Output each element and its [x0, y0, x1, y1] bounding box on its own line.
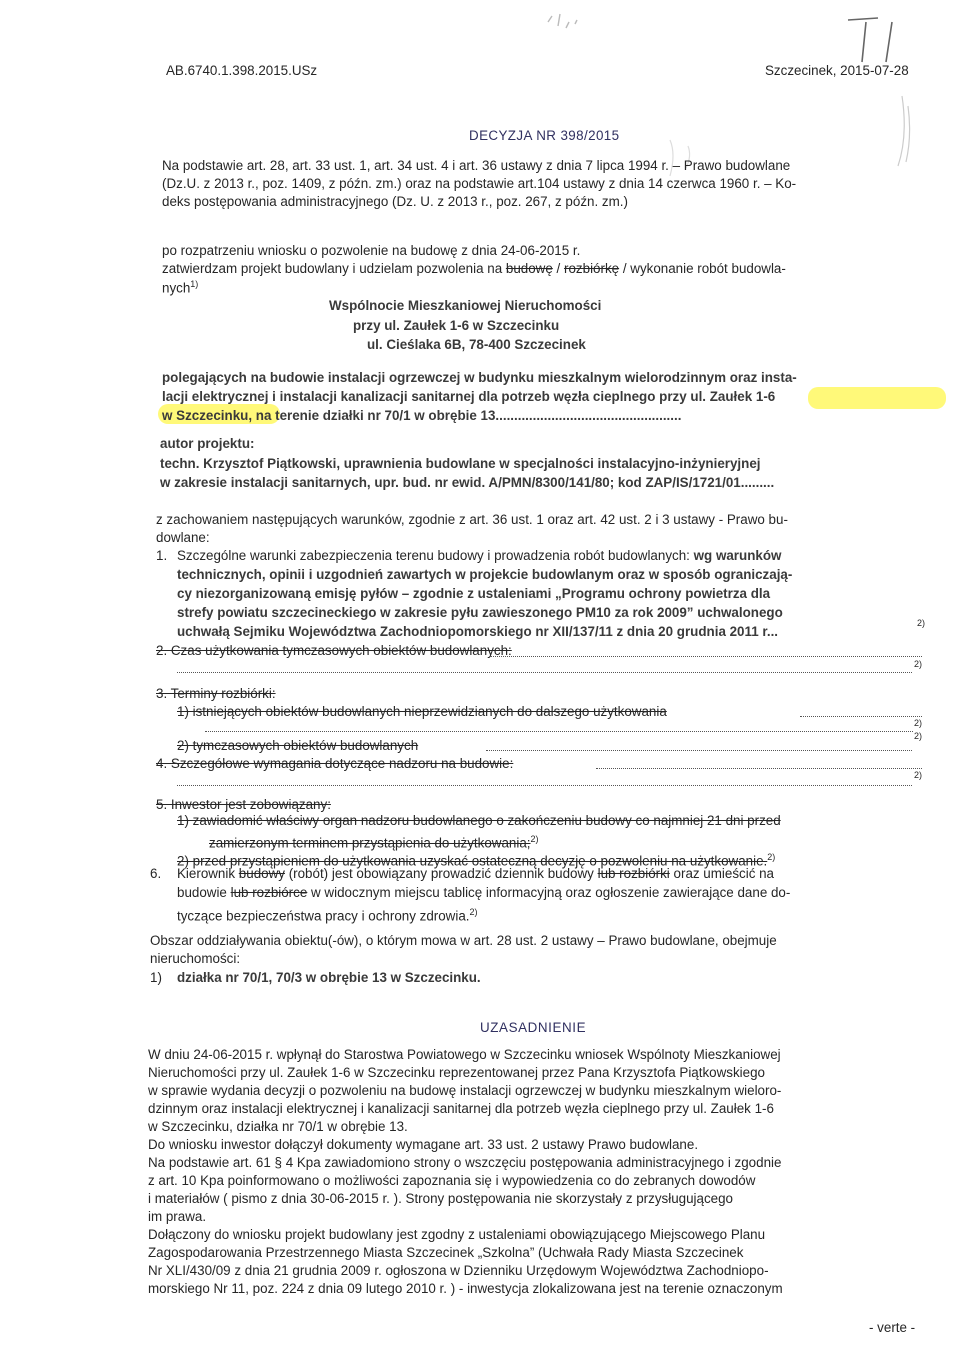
- condition-6-line-2: [177, 885, 790, 901]
- investor-line-3: ul. Cieślaka 6B, 78-400 Szczecinek: [367, 337, 586, 352]
- author-line-2: w zakresie instalacji sanitarnych, upr. bud. nr ewid. A/PMN/8300/141/80; kod ZAP/IS/1721/01.........: [160, 475, 775, 490]
- verte-note: - verte -: [869, 1320, 916, 1335]
- scope-line-1: polegających na budowie instalacji ogrzewczej w budynku mieszkalnym wielorodzinnym oraz insta-: [162, 370, 797, 385]
- condition-1-lead: Szczególne warunki zabezpieczenia terenu budowy i prowadzenia robót budowlanych:: [177, 548, 690, 563]
- approval-struck-demolish: rozbiórkę: [564, 261, 620, 276]
- condition-5: 5. Inwestor jest zobowiązany:: [156, 797, 331, 812]
- condition-1-line-1: [177, 548, 781, 564]
- condition-3-1-dots: [800, 716, 922, 717]
- justification-line: Do wniosku inwestor dołączył dokumenty wymagane art. 33 ust. 2 ustawy Prawo budowlane.: [148, 1137, 699, 1152]
- scope-dots: ..................................................: [495, 408, 682, 423]
- condition-2-fill-line: [177, 672, 912, 673]
- area-line-2: nieruchomości:: [150, 951, 241, 966]
- condition-5-item-1a: 1) zawiadomić właściwy organ nadzoru budowlanego o zakończeniu budowy co najmniej 21 dni przed: [177, 813, 781, 828]
- decision-title: DECYZJA NR 398/2015: [469, 128, 620, 143]
- justification-line: Nr XLI/430/09 z dnia 21 grudnia 2009 r. ogłoszona w Dzienniku Urzędowym Województwa Zachodniopo-: [148, 1263, 769, 1278]
- author-line-1: techn. Krzysztof Piątkowski, uprawnienia budowlane w specjalności instalacyjno-inżynieryjnej: [160, 456, 761, 471]
- area-item: działka nr 70/1, 70/3 w obrębie 13 w Szczecinku.: [177, 970, 481, 985]
- justification-line: dzinnym oraz instalacji elektrycznej i kanalizacji sanitarnej dla potrzeb węzła cieplnego przy ul. Zaułek 1-6: [148, 1101, 774, 1116]
- intro-line-1: Na podstawie art. 28, art. 33 ust. 1, art. 34 ust. 4 i art. 36 ustawy z dnia 7 lipca 1994 r. – Prawo budowlane: [162, 158, 791, 173]
- condition-1-bold-start: wg warunków: [693, 548, 782, 563]
- investor-line-1: Wspólnocie Mieszkaniowej Nieruchomości: [329, 298, 602, 313]
- condition-5-item-2-text: 2) przed przystąpieniem do użytkowania uzyskać ostateczną decyzję o pozwoleniu na użytkowanie.: [177, 853, 768, 869]
- condition-4: 4. Szczegółowe wymagania dotyczące nadzoru na budowie:: [156, 756, 514, 771]
- condition-3: 3. Terminy rozbiórki:: [156, 686, 276, 701]
- condition-4-fill-line: [177, 785, 912, 786]
- intro-line-3: deks postępowania administracyjnego (Dz. U. z 2013 r., poz. 267, z późn. zm.): [162, 194, 628, 209]
- condition-2: 2. Czas użytkowania tymczasowych obiektów budowlanych:: [156, 643, 512, 658]
- condition-1-number: 1.: [156, 548, 168, 563]
- conditions-intro-2: dowlane:: [156, 530, 210, 545]
- approval-cont-text: nych: [162, 280, 191, 296]
- condition-1-line-3: cy niezorganizowaną emisję pyłów – zgodnie z ustaleniami „Programu ochrony powietrza dla: [177, 586, 771, 601]
- intro-line-2: (Dz.U. z 2013 r., poz. 1409, z późn. zm.) oraz na podstawie art.104 ustawy z dnia 14 czerwca 1960 r. – Ko-: [162, 176, 797, 191]
- footnote-2-cond3-2: 2): [914, 731, 923, 741]
- condition-6-struck-rozbiorki: lub rozbiórki: [597, 866, 670, 881]
- justification-line: z art. 10 Kpa poinformowano o możliwości zapoznania się i wypowiedzenia co do zebranych dowodów: [148, 1173, 756, 1188]
- condition-1-line-5: uchwałą Sejmiku Województwa Zachodniopomorskiego nr XII/137/11 z dnia 20 grudnia 2011 r...: [177, 624, 779, 639]
- case-reference: AB.6740.1.398.2015.USz: [166, 63, 318, 78]
- highlight-mark: [808, 387, 946, 409]
- approval-prefix: zatwierdzam projekt budowlany i udzielam pozwolenia na: [162, 261, 503, 276]
- investor-line-2: przy ul. Zaułek 1-6 w Szczecinku: [353, 318, 560, 333]
- condition-1-line-4: strefy powiatu szczecineckiego w zakresie pyłu zawieszonego PM10 za rok 2009” uchwalonego: [177, 605, 783, 620]
- footnote-1: 1): [190, 279, 199, 289]
- condition-6-b2: w widocznym miejscu tablicę informacyjną oraz ogłoszenie zawierające dane do-: [311, 885, 791, 900]
- condition-3-item-2: 2) tymczasowych obiektów budowlanych: [177, 738, 419, 753]
- area-item-number: 1): [150, 970, 162, 985]
- justification-line: W dniu 24-06-2015 r. wpłynął do Starostwa Powiatowego w Szczecinku wniosek Wspólnoty Mieszkaniowej: [148, 1047, 781, 1062]
- justification-line: morskiego Nr 11, poz. 224 z dnia 09 lutego 2010 r. ) - inwestycja zlokalizowana jest na terenie oznaczonym: [148, 1281, 783, 1296]
- condition-6-a2: (robót) jest obowiązany prowadzić dziennik budowy: [288, 866, 594, 881]
- condition-6-b1: budowie: [177, 885, 227, 900]
- justification-line: Nieruchomości przy ul. Zaułek 1-6 w Szczecinku reprezentowanej przez Pana Krzysztofa Piątkowskiego: [148, 1065, 765, 1080]
- footnote-2-cond4: 2): [914, 770, 923, 780]
- scope-line-3: [162, 408, 681, 424]
- condition-6-struck-budowy: budowy: [238, 866, 285, 881]
- scope-line-2: lacji elektrycznej i instalacji kanalizacji sanitarnej dla potrzeb węzła cieplnego przy ul. Zaułek 1-6: [162, 389, 776, 404]
- condition-2-dots: [490, 656, 922, 657]
- footnote-2-cond5-2: 2): [767, 852, 776, 862]
- justification-line: i materiałów ( pismo z dnia 30-06-2015 r. ). Strony postępowania nie skorzystały z przysługującego: [148, 1191, 734, 1206]
- condition-6-line-1: [177, 866, 774, 882]
- condition-3-item-1: 1) istniejących obiektów budowlanych nieprzewidzianych do dalszego użytkowania: [177, 704, 667, 719]
- place-date: Szczecinek, 2015-07-28: [765, 63, 909, 78]
- footnote-2-cond6: 2): [469, 907, 478, 917]
- condition-6-c: tyczące bezpieczeństwa pracy i ochrony zdrowia.: [177, 908, 470, 924]
- footnote-2-cond5-1: 2): [530, 834, 539, 844]
- condition-3-2-dots: [486, 750, 912, 751]
- approval-suffix: / wykonanie robót budowla-: [622, 261, 786, 276]
- approval-line: [162, 261, 786, 277]
- condition-6-a1: Kierownik: [177, 866, 236, 881]
- condition-4-dots: [596, 768, 922, 769]
- condition-5-item-1b-text: zamierzonym terminem przystąpienia do użytkowania;: [209, 835, 531, 851]
- scope-line-3-text: w Szczecinku, na terenie działki nr 70/1 w obrębie 13: [162, 408, 496, 423]
- considering-line: po rozpatrzeniu wniosku o pozwolenie na budowę z dnia 24-06-2015 r.: [162, 243, 581, 258]
- condition-3-1-fill-line: [205, 731, 913, 732]
- condition-6-struck-rozbiorce: lub rozbiórce: [230, 885, 308, 900]
- justification-line: w Szczecinku, działka nr 70/1 w obrębie 13.: [148, 1119, 408, 1134]
- author-label: autor projektu:: [160, 436, 255, 451]
- area-line-1: Obszar oddziaływania obiektu(-ów), o którym mowa w art. 28 ust. 2 ustawy – Prawo budowlane, obejmuje: [150, 933, 777, 948]
- justification-title: UZASADNIENIE: [480, 1020, 587, 1035]
- condition-6-number: 6.: [150, 866, 162, 881]
- justification-line: im prawa.: [148, 1209, 207, 1224]
- approval-sep: /: [556, 261, 561, 276]
- justification-line: Dołączony do wniosku projekt budowlany jest zgodny z ustaleniami obowiązującego Miejscowego Planu: [148, 1227, 766, 1242]
- justification-line: Na podstawie art. 61 § 4 Kpa zawiadomiono strony o wszczęciu postępowania administracyjnego i zgodnie: [148, 1155, 782, 1170]
- conditions-intro-1: z zachowaniem następujących warunków, zgodnie z art. 36 ust. 1 oraz art. 42 ust. 2 i 3 ustawy - Prawo bu-: [156, 512, 788, 527]
- footnote-2-cond1: 2): [917, 618, 926, 628]
- footnote-2-cond3-1: 2): [914, 718, 923, 728]
- footnote-2-cond2: 2): [914, 659, 923, 669]
- condition-1-line-2: technicznych, opinii i uzgodnień zawartych w projekcie budowlanym oraz w sposób ograniczają-: [177, 567, 793, 582]
- approval-continuation: [162, 276, 199, 296]
- justification-line: w sprawie wydania decyzji o pozwoleniu na budowę instalacji ogrzewczej w budynku mieszkalnym wieloro-: [148, 1083, 782, 1098]
- condition-6-a3: oraz umieścić na: [673, 866, 775, 881]
- condition-6-line-3: [177, 904, 478, 924]
- justification-line: Zagospodarowania Przestrzennego Miasta Szczecinek „Szkolna” (Uchwała Rady Miasta Szczecinek: [148, 1245, 744, 1260]
- approval-struck-build: budowę: [505, 261, 553, 276]
